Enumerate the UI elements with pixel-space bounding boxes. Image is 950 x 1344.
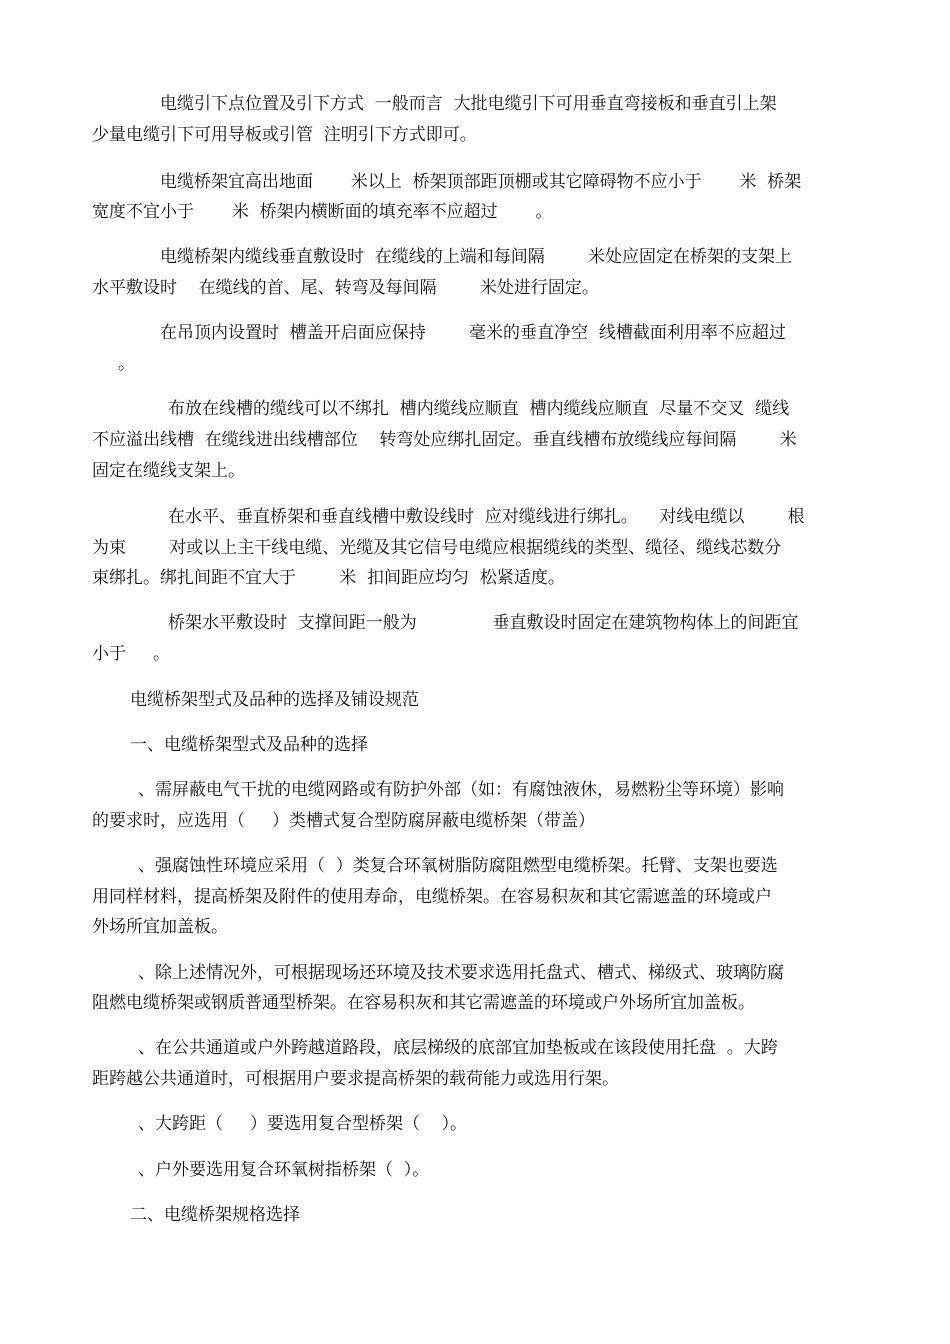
paragraph-6-line-1: 在水平、垂直桥架和垂直线槽中敷设线时 应对缆线进行绑扎。 对线电缆以 根 — [168, 507, 805, 527]
item-4-line-2: 距跨越公共通道时，可根据用户要求提高桥架的载荷能力或选用行架。 — [92, 1069, 619, 1089]
item-4-line-1: 、在公共通道或户外跨越道路段，底层梯级的底部宜加垫板或在该段使用托盘 。大跨 — [138, 1038, 778, 1058]
paragraph-7-line-1: 桥架水平敷设时 支撑间距一般为 垂直敷设时固定在建筑物构体上的间距宜 — [168, 613, 799, 633]
paragraph-3-line-1: 电缆桥架内缆线垂直敷设时 在缆线的上端和每间隔 米处应固定在桥架的支架上 — [160, 247, 793, 267]
section-title: 电缆桥架型式及品种的选择及铺设规范 — [130, 690, 419, 710]
item-6-line-1: 、户外要选用复合环氧树指桥架（ ）。 — [138, 1160, 430, 1180]
paragraph-1-line-2: 少量电缆引下可用导板或引管 注明引下方式即可。 — [92, 125, 477, 145]
paragraph-6-line-3: 束绑扎。绑扎间距不宜大于 米 扣间距应均匀 松紧适度。 — [92, 568, 565, 588]
item-5-line-1: 、大跨距（ ）要选用复合型桥架（ ）。 — [138, 1114, 468, 1134]
subsection-title-1: 一、电缆桥架型式及品种的选择 — [130, 735, 368, 755]
item-1-line-1: 、需屏蔽电气干扰的电缆网路或有防护外部（如：有腐蚀液休，易燃粉尘等环境）影响 — [138, 780, 784, 800]
item-1-line-2: 的要求时，应选用（ ）类槽式复合型防腐屏蔽电缆桥架（带盖） — [92, 811, 596, 831]
paragraph-2-line-2: 宽度不宜小于 米 桥架内横断面的填充率不应超过 。 — [92, 202, 553, 222]
paragraph-6-line-2: 为束 对或以上主干线电缆、光缆及其它信号电缆应根据缆线的类型、缆径、缆线芯数分 — [92, 538, 782, 558]
paragraph-2-line-1: 电缆桥架宜高出地面 米以上 桥架顶部距顶棚或其它障碍物不应小于 米 桥架 — [160, 172, 802, 192]
subsection-title-2: 二、电缆桥架规格选择 — [130, 1205, 300, 1225]
item-3-line-2: 阻燃电缆桥架或钢质普通型桥架。在容易积灰和其它需遮盖的环境或户外场所宜加盖板。 — [92, 993, 755, 1013]
paragraph-4-line-2: 。 — [118, 354, 135, 374]
paragraph-3-line-2: 水平敷设时 在缆线的首、尾、转弯及每间隔 米处进行固定。 — [92, 278, 599, 298]
paragraph-4-line-1: 在吊顶内设置时 槽盖开启面应保持 毫米的垂直净空 线槽截面利用率不应超过 — [160, 323, 786, 343]
paragraph-5-line-3: 固定在缆线支架上。 — [92, 461, 245, 481]
item-3-line-1: 、除上述情况外，可根据现场还环境及技术要求选用托盘式、槽式、梯级式、玻璃防腐 — [138, 963, 784, 983]
paragraph-1-line-1: 电缆引下点位置及引下方式 一般而言 大批电缆引下可用垂直弯接板和垂直引上架 — [160, 94, 777, 114]
paragraph-5-line-1: 布放在线槽的缆线可以不绑扎 槽内缆线应顺直 槽内缆线应顺直 尽量不交叉 缆线 — [168, 399, 790, 419]
paragraph-7-line-2: 小于 。 — [92, 644, 171, 664]
item-2-line-1: 、强腐蚀性环境应采用（ ）类复合环氧树脂防腐阻燃型电缆桥架。托臂、支架也要选 — [138, 856, 778, 876]
item-2-line-3: 外场所宜加盖板。 — [92, 917, 228, 937]
paragraph-5-line-2: 不应溢出线槽 在缆线进出线槽部位 转弯处应绑扎固定。垂直线槽布放缆线应每间隔 米 — [92, 430, 797, 450]
item-2-line-2: 用同样材料，提高桥架及附件的使用寿命，电缆桥架。在容易积灰和其它需遮盖的环境或户 — [92, 887, 772, 907]
